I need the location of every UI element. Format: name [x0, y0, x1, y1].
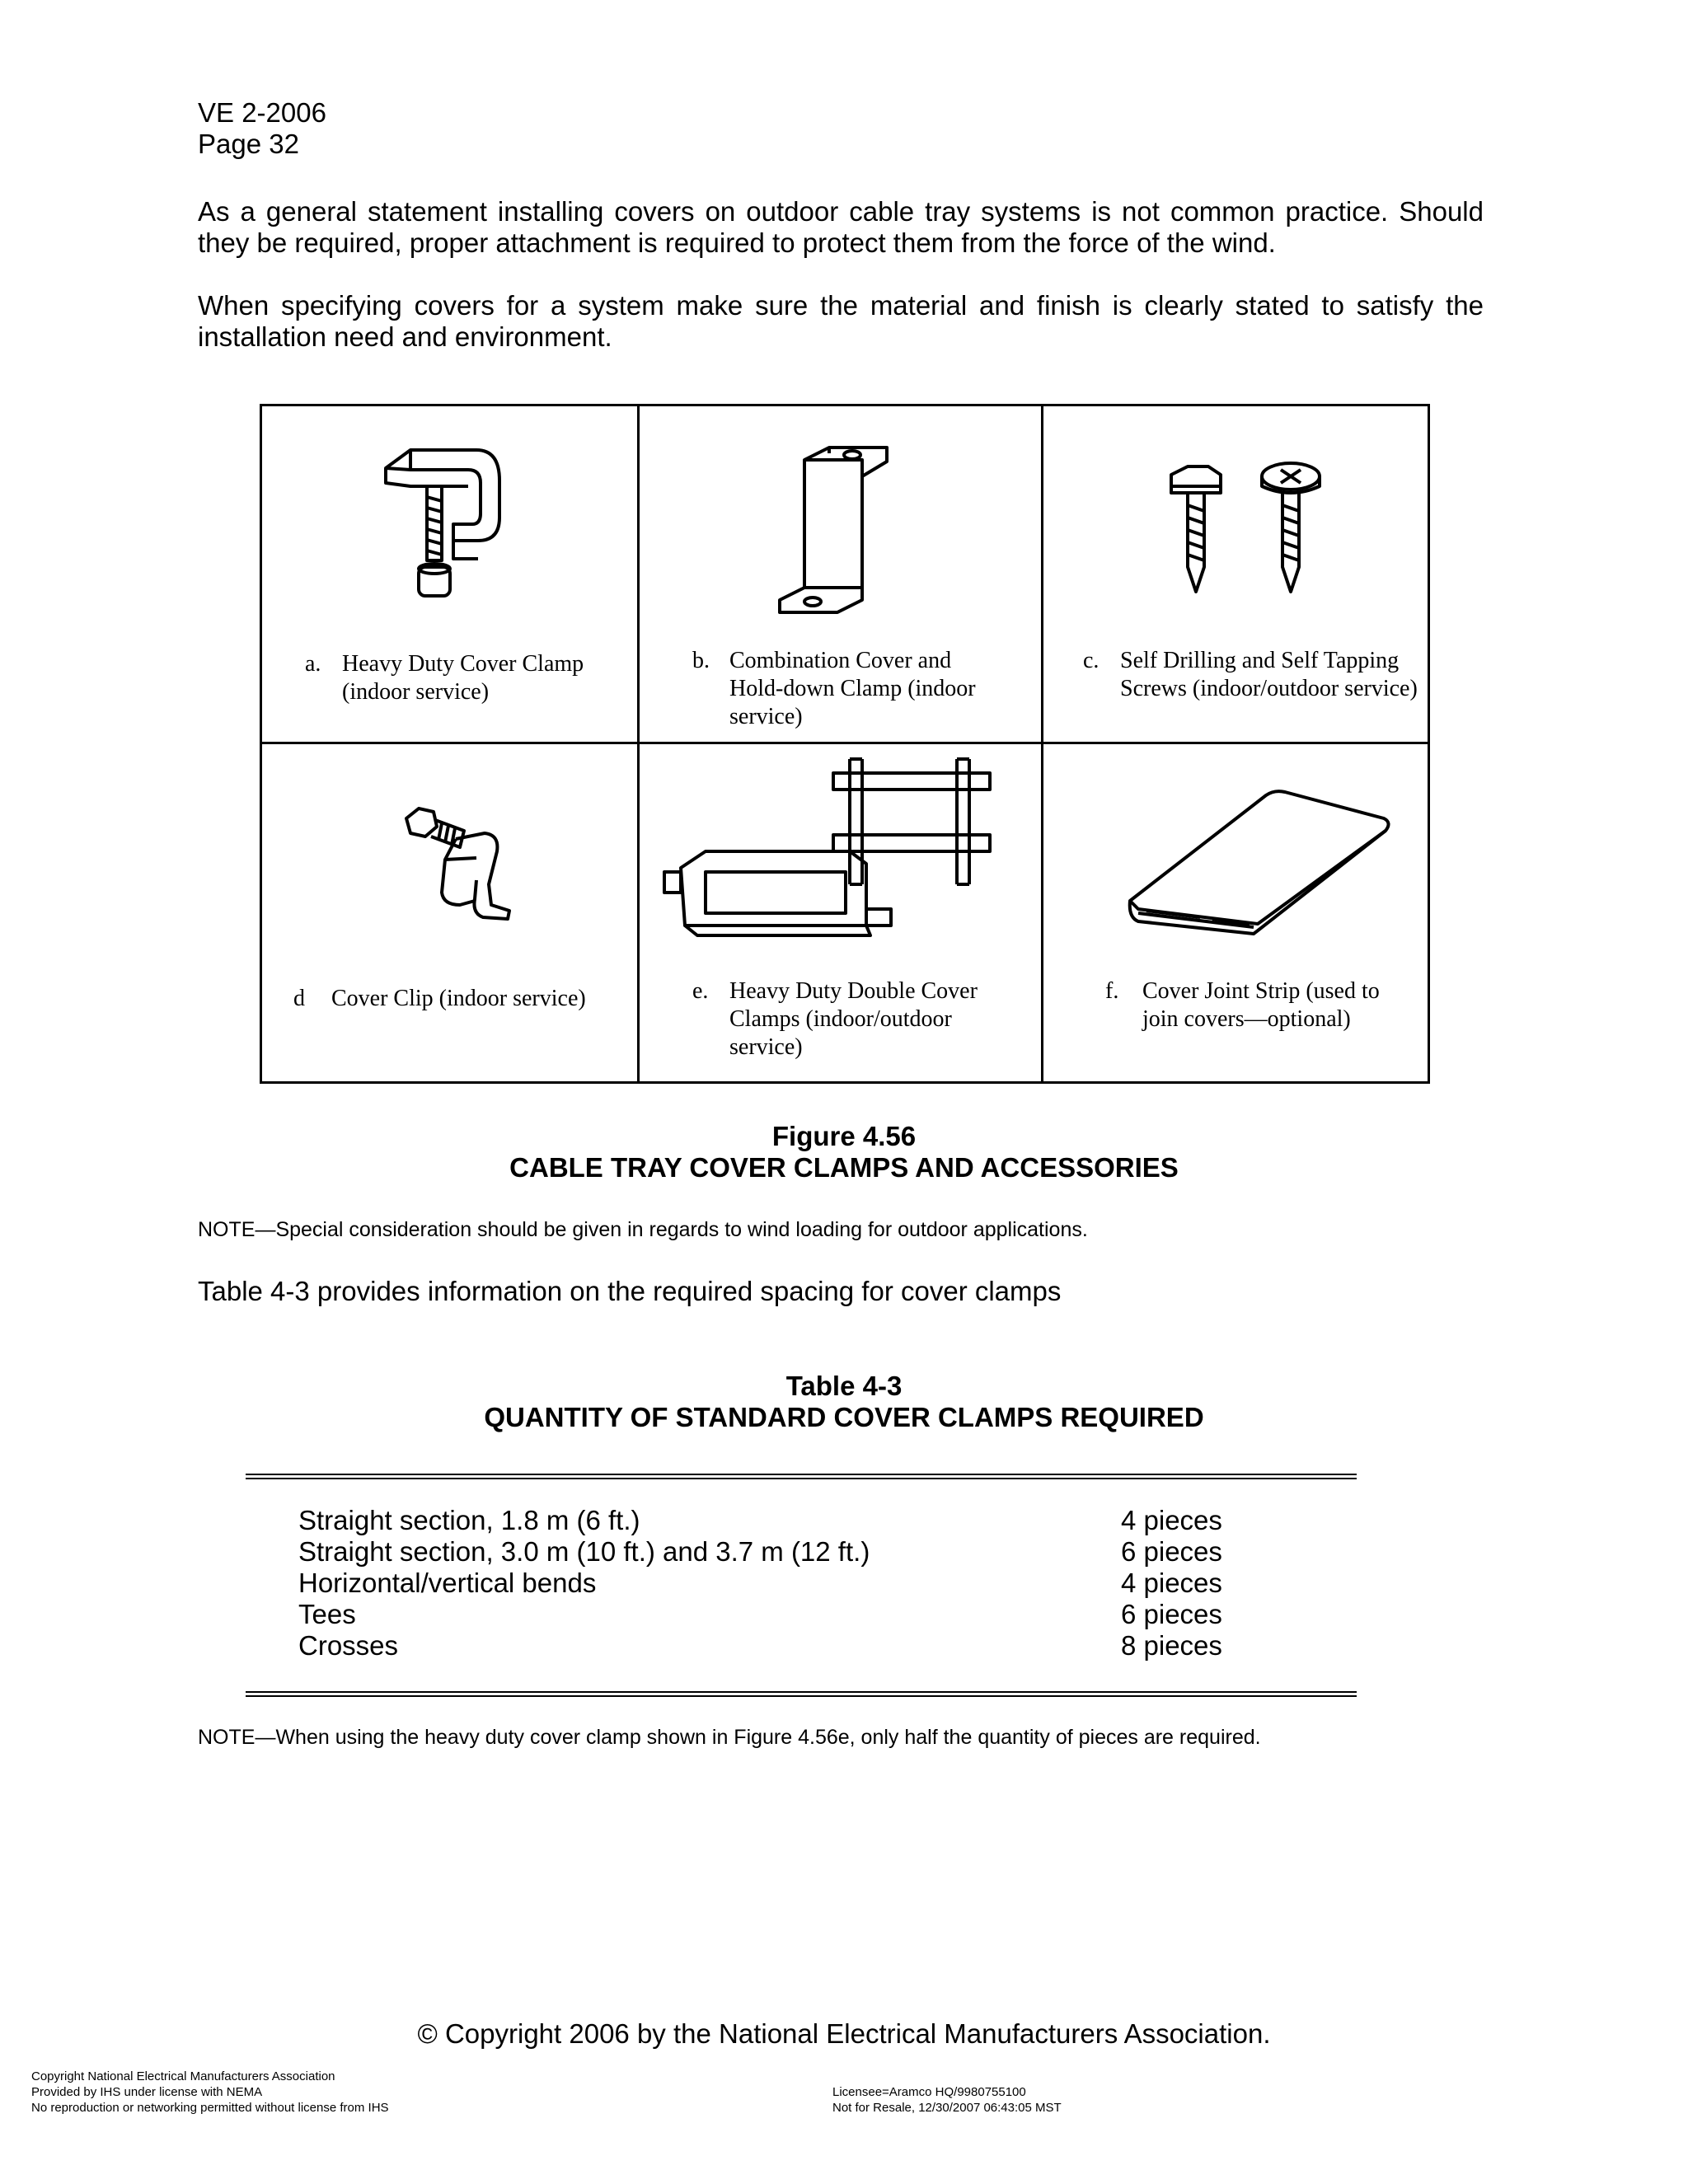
caption-letter-e: e.	[692, 978, 709, 1004]
figure-grid	[260, 404, 1430, 1084]
table-bottom-rule	[246, 1691, 1357, 1697]
table-row	[298, 1599, 1287, 1630]
paragraph-outdoor-covers: As a general statement installing covers on outdoor cable tray systems is not common practice. Should they be required, proper attachment is required to protect them from the force of the wind.	[198, 196, 1484, 258]
z-bracket-icon	[771, 443, 895, 633]
figure-caption-f	[1105, 977, 1427, 1043]
caption-line: Heavy Duty Cover Clamp	[342, 651, 584, 677]
footer-line: Copyright National Electrical Manufacturers Association	[31, 2069, 335, 2083]
table-cell-item: Horizontal/vertical bends	[298, 1568, 597, 1598]
caption-letter-a: a.	[305, 651, 321, 677]
table-cell-item: Straight section, 3.0 m (10 ft.) and 3.7 m (12 ft.)	[298, 1536, 870, 1567]
joint-strip-icon	[1122, 785, 1394, 942]
note-heavy-duty-clamp: NOTE—When using the heavy duty cover clamp shown in Figure 4.56e, only half the quantity of pieces are required.	[198, 1726, 1261, 1749]
table-title: QUANTITY OF STANDARD COVER CLAMPS REQUIRED	[484, 1402, 1204, 1432]
figure-cell-a	[262, 406, 640, 744]
caption-line: service)	[729, 1034, 803, 1060]
table-cell-item: Crosses	[298, 1630, 399, 1661]
table-cell-quantity: 6 pieces	[1121, 1599, 1222, 1629]
table-cell-quantity: 4 pieces	[1121, 1505, 1222, 1535]
c-clamp-icon	[377, 435, 509, 608]
caption-line: Clamps (indoor/outdoor	[729, 1006, 952, 1032]
footer-license-right	[832, 2084, 1062, 2116]
caption-line: Heavy Duty Double Cover	[729, 978, 978, 1004]
page-header	[198, 97, 326, 160]
footer-line: No reproduction or networking permitted without license from IHS	[31, 2101, 389, 2115]
figure-cell-c	[1043, 406, 1428, 744]
figure-cell-e	[640, 744, 1043, 1081]
caption-letter-f: f.	[1105, 978, 1119, 1004]
footer-line: Provided by IHS under license with NEMA	[31, 2085, 263, 2099]
paragraph-specifying-covers: When specifying covers for a system make sure the material and finish is clearly stated to satisfy the installation need and environment.	[198, 290, 1484, 352]
caption-letter-c: c.	[1083, 648, 1100, 673]
caption-line: Cover Clip (indoor service)	[331, 986, 586, 1011]
screws-icon	[1159, 460, 1340, 600]
caption-line: join covers—optional)	[1142, 1006, 1351, 1032]
table-number: Table 4-3	[785, 1371, 903, 1401]
table-row	[298, 1536, 1287, 1568]
caption-line: Combination Cover and	[729, 648, 952, 673]
table-row	[298, 1568, 1287, 1599]
figure-caption-e	[692, 977, 1039, 1068]
table-row	[298, 1505, 1287, 1536]
document-id: VE 2-2006	[198, 97, 326, 128]
cover-clip-icon	[394, 802, 526, 926]
caption-line: Hold-down Clamp (indoor	[729, 676, 976, 701]
figure-title: CABLE TRAY COVER CLAMPS AND ACCESSORIES	[509, 1152, 1179, 1183]
figure-caption-d	[293, 985, 640, 1018]
caption-line: (indoor service)	[342, 679, 490, 705]
caption-letter-b: b.	[692, 648, 710, 673]
table-top-rule	[246, 1474, 1357, 1479]
table-cell-quantity: 6 pieces	[1121, 1536, 1222, 1567]
footer-line: Not for Resale, 12/30/2007 06:43:05 MST	[832, 2101, 1062, 2115]
figure-cell-b	[640, 406, 1043, 744]
caption-line: Self Drilling and Self Tapping	[1120, 648, 1400, 673]
page-number: Page 32	[198, 129, 299, 159]
table-cell-item: Straight section, 1.8 m (6 ft.)	[298, 1505, 640, 1535]
figure-cell-d	[262, 744, 640, 1081]
table-cell-quantity: 8 pieces	[1121, 1630, 1222, 1661]
caption-line: service)	[729, 704, 803, 729]
figure-number: Figure 4.56	[771, 1121, 917, 1151]
note-wind-loading: NOTE—Special consideration should be given in regards to wind loading for outdoor applications.	[198, 1218, 1088, 1241]
caption-line: Cover Joint Strip (used to	[1142, 978, 1380, 1004]
figure-caption-a	[305, 650, 635, 716]
table-cell-item: Tees	[298, 1599, 356, 1629]
footer-copyright: © Copyright 2006 by the National Electrical Manufacturers Association.	[417, 2018, 1271, 2049]
figure-cell-f	[1043, 744, 1428, 1081]
table-intro: Table 4-3 provides information on the required spacing for cover clamps	[198, 1276, 1062, 1306]
footer-line: Licensee=Aramco HQ/9980755100	[832, 2085, 1026, 2099]
figure-caption-b	[692, 647, 1039, 738]
table-row	[298, 1630, 1287, 1661]
table-cell-quantity: 4 pieces	[1121, 1568, 1222, 1598]
double-clamp-icon	[660, 752, 1023, 958]
caption-letter-d: d	[293, 986, 305, 1011]
figure-caption-c	[1083, 647, 1429, 713]
caption-line: Screws (indoor/outdoor service)	[1120, 676, 1418, 701]
footer-license-left	[31, 2069, 389, 2116]
